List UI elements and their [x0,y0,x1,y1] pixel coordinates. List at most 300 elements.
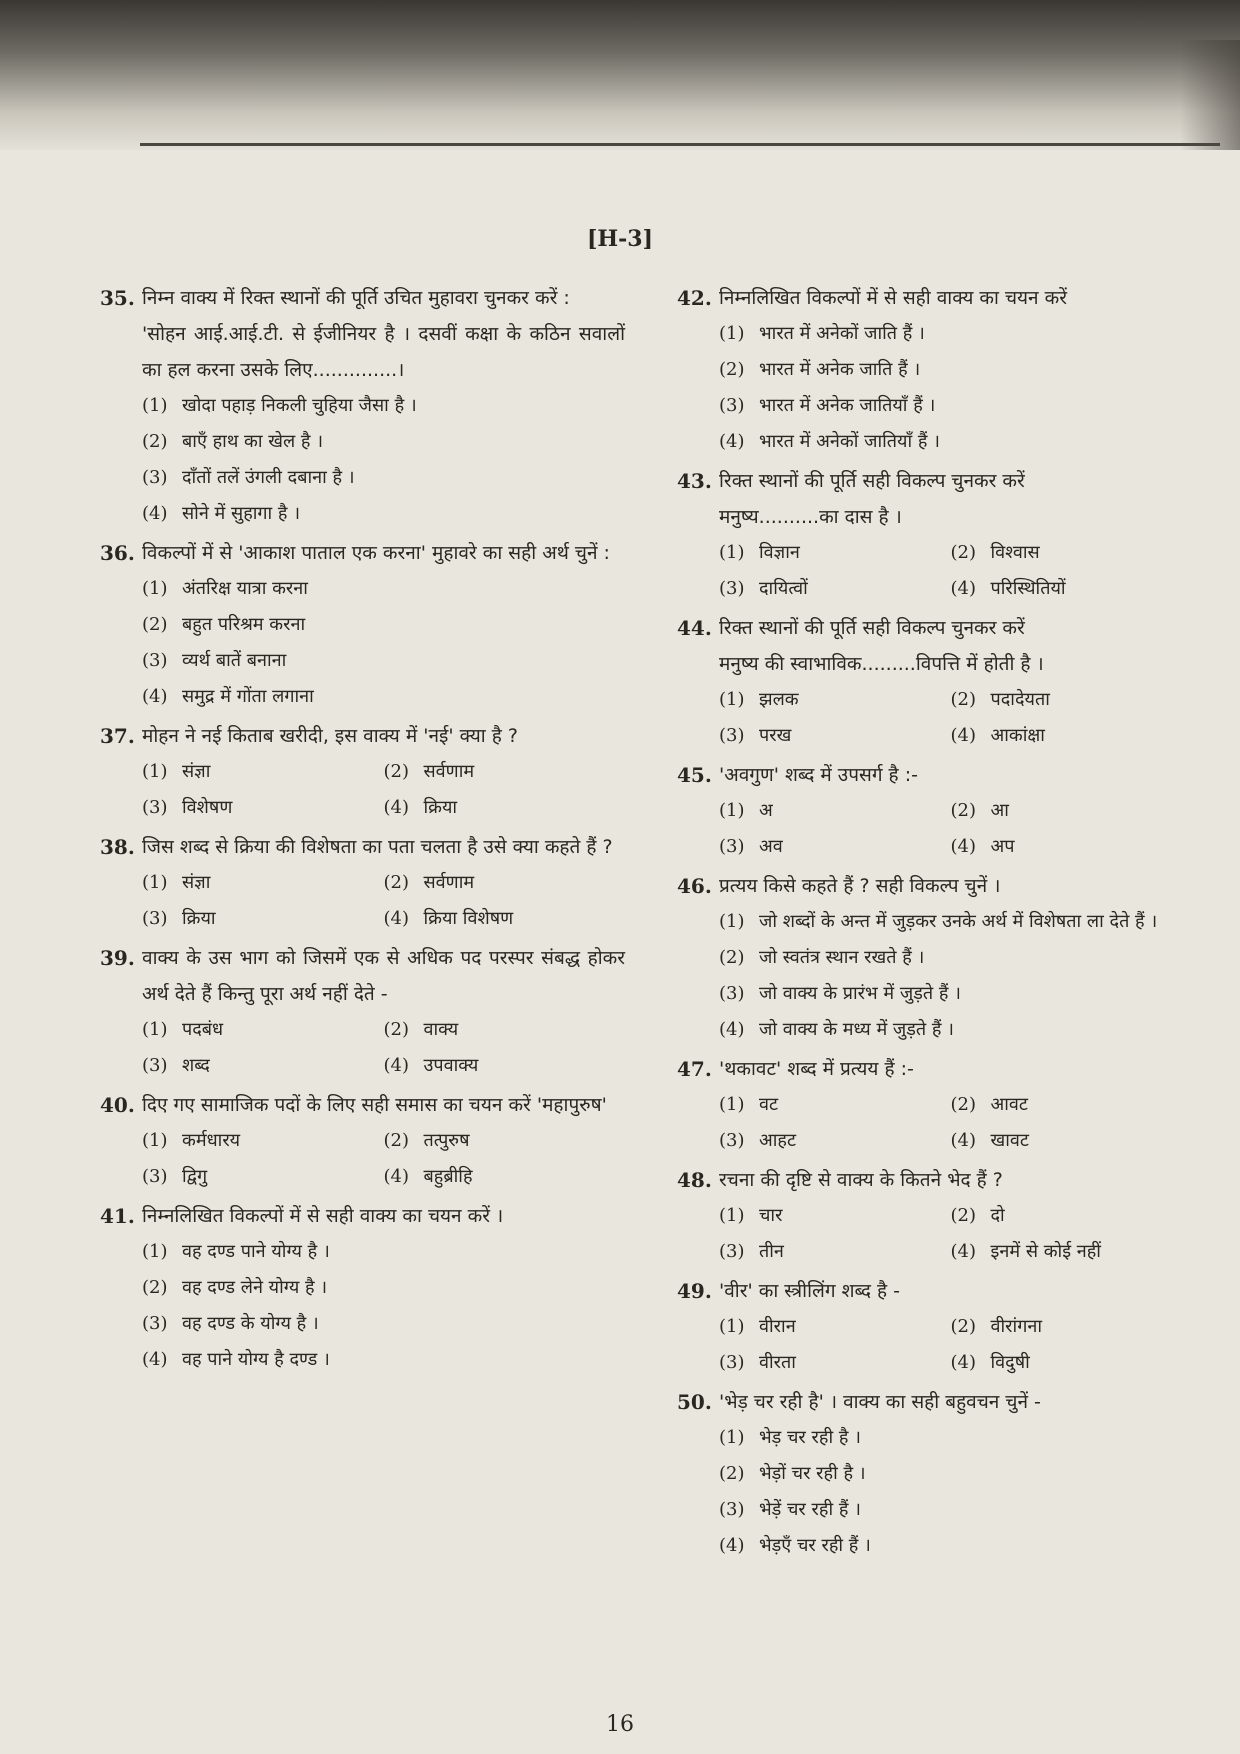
option-row [719,1234,1182,1270]
option-row [142,901,625,937]
option-number: (3) [719,983,745,1004]
question-number: 42. [677,286,712,310]
question-number: 39. [100,946,135,970]
options-list [677,535,1182,607]
options-list [677,904,1182,1048]
header-rule [140,143,1220,146]
option-text: वह दण्ड पाने योग्य है । [182,1241,330,1262]
option-number: (3) [719,1130,745,1151]
option-number: (2) [719,1463,745,1484]
question [100,280,625,532]
paper-code: [H-3] [586,226,654,252]
option-text: वीरान [759,1316,796,1337]
option-row [142,1123,625,1159]
option-number: (1) [142,761,168,782]
option-number: (2) [950,1316,976,1337]
option [142,901,384,937]
option [142,1123,384,1159]
option [142,865,384,901]
scan-top-shadow [0,0,1240,150]
question [677,757,1182,865]
option [142,1048,384,1084]
option [142,1234,625,1270]
option-text: वह दण्ड के योग्य है । [182,1313,319,1334]
question-number: 41. [100,1204,135,1228]
option [142,1012,384,1048]
option [384,1123,626,1159]
option-text: आहट [759,1130,797,1151]
option [951,1123,1183,1159]
option-text: भारत में अनेकों जाति हैं । [759,323,925,344]
option [951,1345,1183,1381]
option [384,901,626,937]
option-row [719,1123,1182,1159]
option-text: वीरता [759,1352,796,1373]
option [719,424,1182,460]
option-text: भारत में अनेक जाति हैं । [759,359,921,380]
option [719,1492,1182,1528]
option [142,790,384,826]
question-text: 'थकावट' शब्द में प्रत्यय हैं :- [719,1058,914,1080]
option [719,1234,951,1270]
option-number: (4) [142,1349,168,1370]
question-number: 50. [677,1390,712,1414]
option-text: अप [990,836,1015,857]
option [719,1456,1182,1492]
question [100,940,625,1084]
options-list [677,316,1182,460]
options-list [677,793,1182,865]
question-text: जिस शब्द से क्रिया की विशेषता का पता चलता है उसे क्या कहते हैं ? [142,836,613,858]
option [142,679,625,715]
option-number: (3) [719,578,745,599]
option-text: व्यर्थ बातें बनाना [182,650,287,671]
option-text: खावट [990,1130,1029,1151]
option-number: (1) [719,800,745,821]
option-number: (2) [383,761,409,782]
options-list [100,865,625,937]
option-number: (2) [950,689,976,710]
option-number: (1) [719,1427,745,1448]
page-number: 16 [606,1712,634,1737]
question-number: 43. [677,469,712,493]
option [142,607,625,643]
question-number: 45. [677,763,712,787]
option-number: (2) [383,1130,409,1151]
option-text: अ [759,800,773,821]
option [951,718,1183,754]
option-number: (1) [142,578,168,599]
option [719,1528,1182,1564]
option [719,1420,1182,1456]
question-stem [677,1384,1182,1420]
option [719,1345,951,1381]
options-list [677,1087,1182,1159]
option [719,1087,951,1123]
question-text: 'अवगुण' शब्द में उपसर्ग है :- [719,764,918,786]
question-text: रिक्त स्थानों की पूर्ति सही विकल्प चुनकर करें [719,617,1025,639]
option-row [142,1048,625,1084]
option [951,535,1183,571]
question-number: 48. [677,1168,712,1192]
option-number: (4) [719,1019,745,1040]
option-number: (4) [142,686,168,707]
question [677,610,1182,754]
question-stem [100,940,625,1012]
option-row [142,790,625,826]
option [719,1309,951,1345]
options-list [100,1234,625,1378]
option-row [719,1309,1182,1345]
option-text: सर्वणाम [423,761,475,782]
option-text: भेड़ चर रही है । [759,1427,861,1448]
option-number: (4) [383,1055,409,1076]
option-number: (3) [142,467,168,488]
option [951,571,1183,607]
option [142,496,625,532]
option-number: (4) [383,797,409,818]
question-text: प्रत्यय किसे कहते हैं ? सही विकल्प चुनें । [719,875,1001,897]
question [677,868,1182,1048]
option-number: (3) [142,650,168,671]
option-text: वह पाने योग्य है दण्ड । [182,1349,330,1370]
question-text: 'भेड़ चर रही है' । वाक्य का सही बहुवचन चुनें - [719,1391,1041,1413]
question-number: 40. [100,1093,135,1117]
question-text: रचना की दृष्टि से वाक्य के कितने भेद हैं ? [719,1169,1003,1191]
option [142,424,625,460]
question-number: 44. [677,616,712,640]
option-number: (4) [950,1352,976,1373]
question [100,535,625,715]
option [719,718,951,754]
option-text: संज्ञा [182,872,211,893]
question-stem [100,535,625,571]
option-text: झलक [759,689,799,710]
question [677,1273,1182,1381]
question-number: 35. [100,286,135,310]
option-number: (2) [950,1205,976,1226]
option-number: (1) [142,395,168,416]
option-number: (1) [142,1130,168,1151]
option [951,829,1183,865]
option-number: (2) [719,359,745,380]
options-list [100,1123,625,1195]
option [384,1159,626,1195]
option-text: भारत में अनेक जातियाँ हैं । [759,395,936,416]
question-stem [677,463,1182,499]
scan-edge-shadow [1180,40,1240,150]
options-list [677,1309,1182,1381]
option-row [719,1198,1182,1234]
question-text: वाक्य के उस भाग को जिसमें एक से अधिक पद परस्पर संबद्ध होकर अर्थ देते हैं किन्तु पूरा अर्थ नहीं देते - [142,947,625,1005]
option-row [142,1012,625,1048]
option-text: क्रिया [423,797,458,818]
option [719,535,951,571]
option-number: (2) [142,614,168,635]
question-number: 46. [677,874,712,898]
option-text: भेड़ें चर रही हैं । [759,1499,861,1520]
option-number: (3) [719,1499,745,1520]
option-text: आवट [990,1094,1028,1115]
option-number: (2) [950,542,976,563]
option-text: तीन [759,1241,784,1262]
options-list [100,388,625,532]
option-number: (1) [142,872,168,893]
question [100,1198,625,1378]
option-text: वाक्य [423,1019,459,1040]
option-text: पदबंध [182,1019,224,1040]
option [719,793,951,829]
option-number: (3) [142,797,168,818]
right-column [677,280,1182,1567]
option-text: भेड़एँ चर रही हैं । [759,1535,871,1556]
option-row [719,1345,1182,1381]
option [142,1342,625,1378]
option [719,316,1182,352]
option-number: (1) [719,323,745,344]
option [951,1234,1183,1270]
option-text: अंतरिक्ष यात्रा करना [182,578,308,599]
option-row [142,1159,625,1195]
option [142,571,625,607]
option-text: द्विगु [182,1166,208,1187]
option-number: (3) [719,1352,745,1373]
option-number: (4) [950,836,976,857]
option-text: भारत में अनेकों जातियाँ हैं । [759,431,940,452]
option [719,682,951,718]
option-text: विदुषी [990,1352,1030,1373]
question [677,463,1182,607]
question-stem [677,868,1182,904]
option-text: बहुत परिश्रम करना [182,614,306,635]
question [677,1051,1182,1159]
question-text: 'वीर' का स्त्रीलिंग शब्द है - [719,1280,900,1302]
option [142,754,384,790]
option-text: पदादेयता [990,689,1050,710]
option-text: सोने में सुहागा है । [182,503,301,524]
option [142,1270,625,1306]
option [951,682,1183,718]
option [384,790,626,826]
question-stem [677,280,1182,316]
option-row [719,829,1182,865]
option-text: विज्ञान [759,542,800,563]
option-number: (3) [142,908,168,929]
option [142,460,625,496]
option [951,1198,1183,1234]
option-row [142,754,625,790]
option-number: (4) [719,1535,745,1556]
question-stem [677,1162,1182,1198]
option [384,754,626,790]
option-number: (2) [950,1094,976,1115]
question-number: 47. [677,1057,712,1081]
question-stem [100,280,625,316]
option-row [719,718,1182,754]
option-text: दायित्वों [759,578,808,599]
option-number: (3) [142,1055,168,1076]
option-text: चार [759,1205,783,1226]
option-number: (4) [950,578,976,599]
question-number: 38. [100,835,135,859]
option-text: आ [990,800,1009,821]
question-stem [677,757,1182,793]
question-prompt: 'सोहन आई.आई.टी. से ईजीनियर है । दसवीं कक्षा के कठिन सवालों का हल करना उसके लिए..............। [142,323,625,381]
option-number: (1) [719,542,745,563]
question-stem [100,718,625,754]
option-number: (4) [383,1166,409,1187]
option [384,1048,626,1084]
option-text: विश्वास [990,542,1040,563]
option [142,388,625,424]
question-prompt: मनुष्य..........का दास है । [719,506,902,528]
option [719,1123,951,1159]
option-text: भेड़ों चर रही है । [759,1463,866,1484]
option-text: क्रिया [182,908,216,929]
option-row [142,865,625,901]
option-text: संज्ञा [182,761,211,782]
question-stem [677,1051,1182,1087]
option-number: (1) [142,1019,168,1040]
question-text: मोहन ने नई किताब खरीदी, इस वाक्य में 'नई' क्या है ? [142,725,518,747]
option [719,976,1182,1012]
option-number: (1) [719,689,745,710]
options-list [677,682,1182,754]
option-text: आकांक्षा [990,725,1045,746]
option-text: शब्द [182,1055,210,1076]
question-text: रिक्त स्थानों की पूर्ति सही विकल्प चुनकर करें [719,470,1025,492]
option-text: इनमें से कोई नहीं [990,1241,1101,1262]
option-number: (2) [142,1277,168,1298]
option [142,643,625,679]
option-number: (3) [719,395,745,416]
option-number: (3) [719,836,745,857]
option-number: (4) [950,725,976,746]
option-number: (1) [142,1241,168,1262]
question-text: निम्न वाक्य में रिक्त स्थानों की पूर्ति उचित मुहावरा चुनकर करें : [142,287,570,309]
option-text: विशेषण [182,797,233,818]
option-number: (3) [142,1313,168,1334]
option-row [719,1087,1182,1123]
option [384,865,626,901]
question [677,1384,1182,1564]
option-number: (4) [950,1241,976,1262]
left-column [100,280,625,1381]
option-text: जो शब्दों के अन्त में जुड़कर उनके अर्थ में विशेषता ला देते हैं । [759,911,1158,932]
options-list [677,1198,1182,1270]
question-number: 37. [100,724,135,748]
option-text: क्रिया विशेषण [423,908,514,929]
option-number: (1) [719,1205,745,1226]
option [719,904,1182,940]
question-number: 49. [677,1279,712,1303]
question-stem [100,1198,625,1234]
option-text: वह दण्ड लेने योग्य है । [182,1277,328,1298]
question-text: विकल्पों में से 'आकाश पाताल एक करना' मुहावरे का सही अर्थ चुनें : [142,542,610,564]
option-text: सर्वणाम [423,872,475,893]
option-text: जो स्वतंत्र स्थान रखते हैं । [759,947,925,968]
option-text: परख [759,725,792,746]
option [384,1012,626,1048]
option [719,352,1182,388]
option-row [719,571,1182,607]
option [719,940,1182,976]
question [677,1162,1182,1270]
option [719,829,951,865]
option-number: (4) [950,1130,976,1151]
option-text: दाँतों तलें उंगली दबाना है । [182,467,355,488]
option [951,1309,1183,1345]
option-number: (4) [383,908,409,929]
option [719,571,951,607]
option-number: (2) [383,1019,409,1040]
option-text: अव [759,836,783,857]
option-number: (1) [719,1094,745,1115]
option-row [719,535,1182,571]
question [100,1087,625,1195]
question-number: 36. [100,541,135,565]
option [951,1087,1183,1123]
option-text: तत्पुरुष [423,1130,470,1151]
option-number: (1) [719,1316,745,1337]
option-text: समुद्र में गोंता लगाना [182,686,314,707]
question-stem [677,1273,1182,1309]
option-number: (2) [950,800,976,821]
question-text: निम्नलिखित विकल्पों में से सही वाक्य का चयन करें [719,287,1068,309]
option-text: परिस्थितियों [990,578,1066,599]
option [951,793,1183,829]
option-number: (1) [719,911,745,932]
option-number: (3) [142,1166,168,1187]
option-number: (2) [383,872,409,893]
option [719,1012,1182,1048]
option-number: (2) [719,947,745,968]
question-prompt: मनुष्य की स्वाभाविक.........विपत्ति में होती है । [719,653,1044,675]
option-row [719,682,1182,718]
options-list [100,754,625,826]
option-number: (3) [719,725,745,746]
question-text: निम्नलिखित विकल्पों में से सही वाक्य का चयन करें । [142,1205,504,1227]
option-number: (2) [142,431,168,452]
options-list [100,1012,625,1084]
option-text: खोदा पहाड़ निकली चुहिया जैसा है । [182,395,417,416]
option-row [719,793,1182,829]
option-text: बहुब्रीहि [423,1166,473,1187]
option-number: (3) [719,1241,745,1262]
question [677,280,1182,460]
option-text: कर्मधारय [182,1130,241,1151]
option-text: जो वाक्य के मध्य में जुड़ते हैं । [759,1019,954,1040]
option-text: उपवाक्य [423,1055,479,1076]
options-list [677,1420,1182,1564]
question [100,829,625,937]
question-stem [677,610,1182,646]
question-stem [100,829,625,865]
option-number: (4) [142,503,168,524]
option [142,1306,625,1342]
options-list [100,571,625,715]
question-stem [100,1087,625,1123]
option-text: वट [759,1094,779,1115]
question-text: दिए गए सामाजिक पदों के लिए सही समास का चयन करें 'महापुरुष' [142,1094,607,1116]
question [100,718,625,826]
option-text: बाएँ हाथ का खेल है । [182,431,324,452]
option [142,1159,384,1195]
option [719,388,1182,424]
option-text: जो वाक्य के प्रारंभ में जुड़ते हैं । [759,983,961,1004]
option-text: दो [990,1205,1005,1226]
option-number: (4) [719,431,745,452]
